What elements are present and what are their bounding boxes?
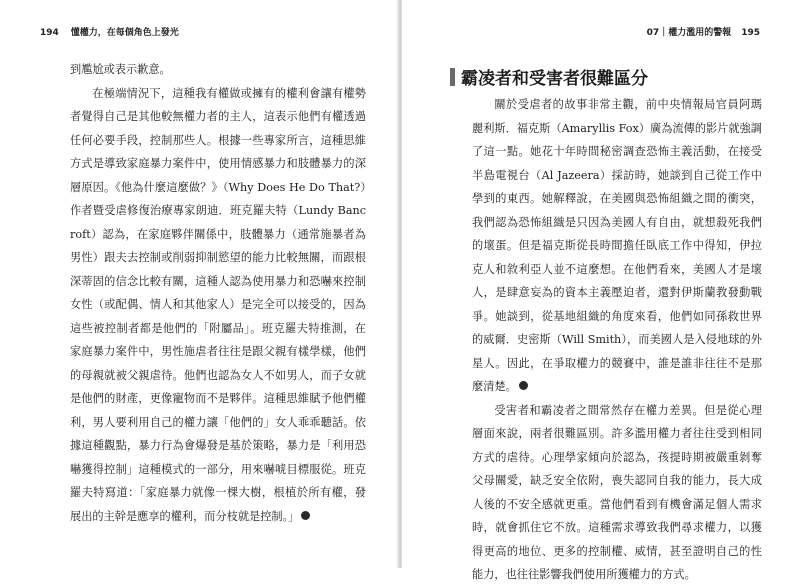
right-body-text [472, 93, 762, 587]
left-page-number: 194 [40, 28, 59, 38]
right-paragraph-2: 受害者和霸凌者之間常然存在權力差異。但是從心理層面來說，兩者很難區別。許多濫用權力者往往受到相同方式的虐待。心理學家傾向於認為，孩提時期被嚴重剝奪父母關愛，缺乏安全依附，喪失認同自我的能力，長大成人後的不安全感就更重。當他們看到有機會滿足個人需求時，就會抓住它不放。這種需求導致我們尋求權力，以獲得更高的地位、更多的控制權、威情，甚至證明自己的性能力，也往往影響我們使用所獲權力的方式。 [472, 403, 762, 581]
right-header [647, 24, 760, 42]
footnote-marker-icon: 8 [301, 511, 310, 520]
right-paragraph-1-text: 關於受虐者的故事非常主觀，前中央情報局官員阿瑪麗利斯．福克斯（Amaryllis Fox）廣為流傳的影片就強調了這一點。她花十年時間秘密調查恐怖主義活動，在接受半島電視台（Al Jazeera）採訪時，她談到自己從工作中學到的東西。她解釋說，在美國與恐怖組織之間的衝突，我們認為恐怖組織是只因為美國人有自由，就想殺死我們的壞蛋。但是福克斯從長時間擔任臥底工作中得知，伊拉克人和敘利亞人並不這麼想。在他們看來，美國人才是壞人，是肆意妄為的資本主義壓迫者，還對伊斯蘭教發動戰爭。她談到，從基地組織的角度來看，他們如同孫救世界的威爾．史密斯（Will Smith），而美國人是入侵地球的外星人。因此，在爭取權力的競賽中，誰是誰非往往不是那麼清楚。 [472, 98, 762, 393]
left-running-title: 懂權力，在每個角色上發光 [70, 28, 179, 38]
right-paragraph-1 [472, 93, 762, 399]
right-page-number: 195 [741, 28, 760, 38]
section-heading-text: 霸凌者和受害者很難區分 [461, 69, 648, 89]
left-header [40, 24, 179, 42]
left-paragraph-1: 到尷尬或表示歉意。 [70, 63, 171, 76]
left-paragraph-2-text: 在極端情況下，這種我有權做或擁有的權利會讓有權勢者覺得自己是其他較無權力者的主人，這表示他們有權透過任何必要手段，控制那些人。根據一些專家所言，這種思維方式是導致家庭暴力案件中，使用情感暴力和肢體暴力的深層原因。《他為什麼這麼做？》（Why Does He Do That?）作者暨受虐修復治療專家朗迪．班克羅夫特（Lundy Bancroft）認為，在家庭夥伴關係中，肢體暴力（通常施暴者為男性）跟夫去控制或削弱抑制慾望的能力比較無關，而跟根深蒂固的信念比較有關，這種人認為使用暴力和恐嚇來控制女性（或配偶、情人和其他家人）是完全可以接受的，因為這些被控制者都是他們的「附屬品」。班克羅夫特推測，在家庭暴力案件中，男性施虐者往往是跟父親有樣學樣，他們的母親就被父親虐待。他們也認為女人不如男人，而子女就是他們的財產，更像寵物而不是夥伴。這種思維賦予他們權利，男人要利用自己的權力讓「他們的」女人乖乖聽話。依據這種觀點，暴力行為會爆發是基於策略，暴力是「利用恐嚇獲得控制」這種模式的一部分，用來嚇唬目標服從。班克羅夫特寫道：「家庭暴力就像一棵大樹，根植於所有權，發展出的主幹是應享的權利，而分枝就是控制。」 [70, 86, 366, 523]
left-paragraph-2 [70, 82, 366, 529]
heading-bar-icon [450, 68, 455, 86]
footnote-marker-icon: 9 [519, 381, 528, 390]
section-heading [450, 64, 648, 89]
left-page [0, 0, 398, 568]
right-running-title: 07｜權力濫用的警報 [646, 28, 732, 38]
right-page [402, 0, 800, 581]
left-body-text [70, 58, 366, 528]
